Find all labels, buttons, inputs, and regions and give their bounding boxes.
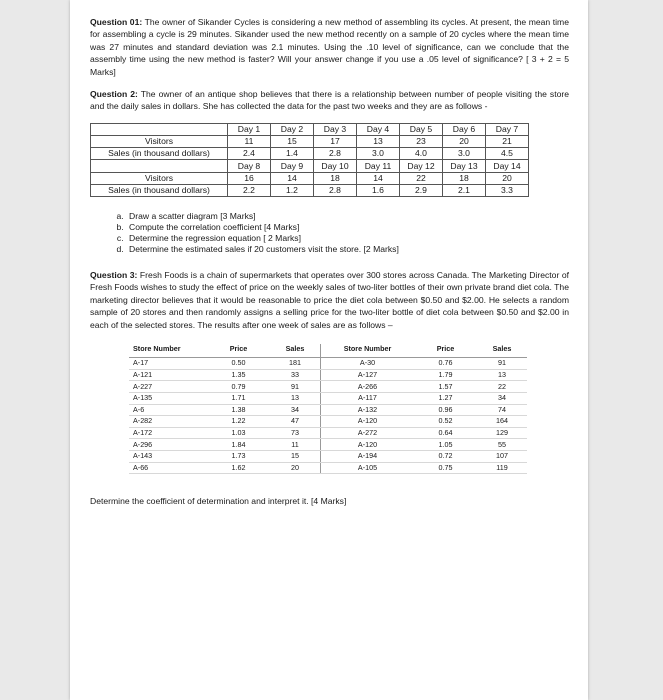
visitors-sales-table [90, 123, 529, 197]
table-cell: A-120 [321, 439, 415, 451]
header-price: Price [207, 344, 270, 358]
table-cell: 3.3 [486, 184, 529, 196]
table-cell: 1.62 [207, 462, 270, 474]
table-cell: 47 [270, 416, 321, 428]
table-cell: 74 [477, 404, 527, 416]
table-cell: 18 [443, 172, 486, 184]
cola-sales-table [129, 344, 527, 474]
question-2-text: The owner of an antique shop believes that there is a relationship between number of people visiting the store and the daily sales in dollars. She has collected the data for the past two weeks and they are as follows - [90, 89, 569, 112]
table-cell: 164 [477, 416, 527, 428]
week1-days-row [91, 123, 529, 135]
table-cell: 1.71 [207, 392, 270, 404]
document-page [70, 0, 588, 700]
table-row [129, 404, 527, 416]
table-cell: 2.4 [228, 148, 271, 160]
table-cell: Day 13 [443, 160, 486, 172]
table-cell: 0.72 [414, 450, 477, 462]
row-label: Sales (in thousand dollars) [91, 184, 228, 196]
table-cell: 15 [270, 450, 321, 462]
table-cell: 20 [486, 172, 529, 184]
table-cell: 1.03 [207, 427, 270, 439]
table-cell: 2.1 [443, 184, 486, 196]
table-cell: 1.35 [207, 369, 270, 381]
question-2-part-a: a. Draw a scatter diagram [3 Marks] [126, 211, 569, 222]
table-row [129, 450, 527, 462]
table-cell: 107 [477, 450, 527, 462]
table-cell: 91 [477, 358, 527, 370]
table-cell: Day 14 [486, 160, 529, 172]
table-cell: 15 [271, 136, 314, 148]
table-cell: A-227 [129, 381, 207, 393]
table-cell: 1.2 [271, 184, 314, 196]
question-3 [90, 269, 569, 331]
table-cell: A-266 [321, 381, 415, 393]
table-cell: 13 [270, 392, 321, 404]
table-row [129, 369, 527, 381]
table-cell: 22 [400, 172, 443, 184]
table-cell: 13 [477, 369, 527, 381]
table-cell: 33 [270, 369, 321, 381]
table-cell: 1.79 [414, 369, 477, 381]
question-1-text: The owner of Sikander Cycles is considering a new method of assembling its cycles. At present, the mean time for assembling a cycle is 29 minutes. Sikander used the new method recently on a sample of 20 cycles where the mean time was 27 minutes and standard deviation was 2.1 minutes. Using the .10 level of significance, can we conclude that the assembly time using the new method is faster? Will your answer change if you use a .05 level of significance? [ 3 + 2 = 5 Marks] [90, 17, 569, 77]
table-cell: 0.76 [414, 358, 477, 370]
question-1 [90, 16, 569, 78]
header-sales: Sales [270, 344, 321, 358]
question-3-text: Fresh Foods is a chain of supermarkets that operates over 300 stores across Canada. The Marketing Director of Fresh Foods wishes to study the effect of price on the weekly sales of two-liter bottles of their own private brand diet cola. The marketing director believes that it would be reasonable to price the diet cola between $0.50 and $2.00. He selects a random sample of 20 stores and then randomly assigns a selling price for the two-liter bottle of diet cola between $0.50 and $2.00 in each of the selected stores. The results after one week of sales are as follows – [90, 269, 569, 330]
table-cell: 34 [477, 392, 527, 404]
table-cell: 181 [270, 358, 321, 370]
table-cell: A-282 [129, 416, 207, 428]
table-row [129, 392, 527, 404]
row-label: Sales (in thousand dollars) [91, 148, 228, 160]
week2-days-row [91, 160, 529, 172]
table-cell: Day 7 [486, 123, 529, 135]
table-cell: 1.6 [357, 184, 400, 196]
question-1-label: Question 01: [90, 17, 143, 27]
table-cell: 23 [400, 136, 443, 148]
table-cell: 4.0 [400, 148, 443, 160]
table-cell: A-30 [321, 358, 415, 370]
table-cell: A-66 [129, 462, 207, 474]
question-2-label: Question 2: [90, 89, 138, 100]
table-cell: Day 12 [400, 160, 443, 172]
header-price-2: Price [414, 344, 477, 358]
table-cell: 91 [270, 381, 321, 393]
table-row [129, 462, 527, 474]
question-3-closing: Determine the coefficient of determination and interpret it. [4 Marks] [90, 496, 347, 507]
table-cell: 0.96 [414, 404, 477, 416]
table-cell: 4.5 [486, 148, 529, 160]
row-label-empty [91, 123, 228, 135]
row-label: Visitors [91, 136, 228, 148]
question-2 [90, 88, 569, 113]
table-cell: Day 4 [357, 123, 400, 135]
table-cell: 2.8 [314, 148, 357, 160]
table-cell: Day 1 [228, 123, 271, 135]
table-cell: Day 2 [271, 123, 314, 135]
week1-sales-row [91, 148, 529, 160]
table-cell: 2.2 [228, 184, 271, 196]
header-store-number-2: Store Number [321, 344, 415, 358]
table-cell: A-120 [321, 416, 415, 428]
table-cell: 0.64 [414, 427, 477, 439]
table-cell: 34 [270, 404, 321, 416]
week2-visitors-row [91, 172, 529, 184]
table-cell: Day 10 [314, 160, 357, 172]
table-cell: 22 [477, 381, 527, 393]
table-cell: A-105 [321, 462, 415, 474]
table-cell: 1.22 [207, 416, 270, 428]
table-cell: 0.75 [414, 462, 477, 474]
table-cell: 1.73 [207, 450, 270, 462]
cola-sales-header-row [129, 344, 527, 358]
table-cell: 2.9 [400, 184, 443, 196]
table-cell: A-17 [129, 358, 207, 370]
table-cell: Day 11 [357, 160, 400, 172]
table-cell: 3.0 [443, 148, 486, 160]
table-cell: 0.52 [414, 416, 477, 428]
header-store-number: Store Number [129, 344, 207, 358]
table-row [129, 358, 527, 370]
table-cell: A-117 [321, 392, 415, 404]
table-cell: Day 3 [314, 123, 357, 135]
table-cell: 55 [477, 439, 527, 451]
table-cell: A-172 [129, 427, 207, 439]
question-2-part-b: b. Compute the correlation coefficient [4 Marks] [126, 222, 569, 233]
table-cell: Day 5 [400, 123, 443, 135]
table-cell: A-143 [129, 450, 207, 462]
table-cell: 73 [270, 427, 321, 439]
row-label: Visitors [91, 172, 228, 184]
table-row [129, 427, 527, 439]
table-row [129, 381, 527, 393]
table-cell: 0.79 [207, 381, 270, 393]
table-cell: A-272 [321, 427, 415, 439]
table-cell: A-121 [129, 369, 207, 381]
week1-visitors-row [91, 136, 529, 148]
week2-sales-row [91, 184, 529, 196]
table-cell: 3.0 [357, 148, 400, 160]
table-cell: Day 9 [271, 160, 314, 172]
table-cell: 119 [477, 462, 527, 474]
table-cell: 0.50 [207, 358, 270, 370]
table-cell: 1.4 [271, 148, 314, 160]
header-sales-2: Sales [477, 344, 527, 358]
table-cell: A-194 [321, 450, 415, 462]
row-label-empty [91, 160, 228, 172]
table-cell: 1.84 [207, 439, 270, 451]
table-cell: 14 [271, 172, 314, 184]
table-cell: A-127 [321, 369, 415, 381]
table-cell: A-132 [321, 404, 415, 416]
table-cell: 11 [270, 439, 321, 451]
question-2-part-c: c. Determine the regression equation [ 2 Marks] [126, 233, 569, 244]
table-cell: 17 [314, 136, 357, 148]
table-cell: 1.05 [414, 439, 477, 451]
table-cell: 20 [270, 462, 321, 474]
table-row [129, 439, 527, 451]
table-cell: 1.57 [414, 381, 477, 393]
document-content [90, 16, 569, 508]
table-cell: 21 [486, 136, 529, 148]
table-cell: 13 [357, 136, 400, 148]
table-cell: 1.27 [414, 392, 477, 404]
question-2-part-d: d. Determine the estimated sales if 20 customers visit the store. [2 Marks] [126, 244, 569, 255]
table-cell: 2.8 [314, 184, 357, 196]
table-cell: Day 8 [228, 160, 271, 172]
table-cell: 16 [228, 172, 271, 184]
question-2-parts [90, 211, 569, 255]
table-cell: 20 [443, 136, 486, 148]
table-cell: 14 [357, 172, 400, 184]
question-3-label: Question 3: [90, 269, 138, 280]
table-cell: 18 [314, 172, 357, 184]
table-cell: 129 [477, 427, 527, 439]
table-row [129, 416, 527, 428]
table-cell: A-296 [129, 439, 207, 451]
table-cell: A-135 [129, 392, 207, 404]
table-cell: Day 6 [443, 123, 486, 135]
table-cell: 11 [228, 136, 271, 148]
table-cell: 1.38 [207, 404, 270, 416]
table-cell: A-6 [129, 404, 207, 416]
